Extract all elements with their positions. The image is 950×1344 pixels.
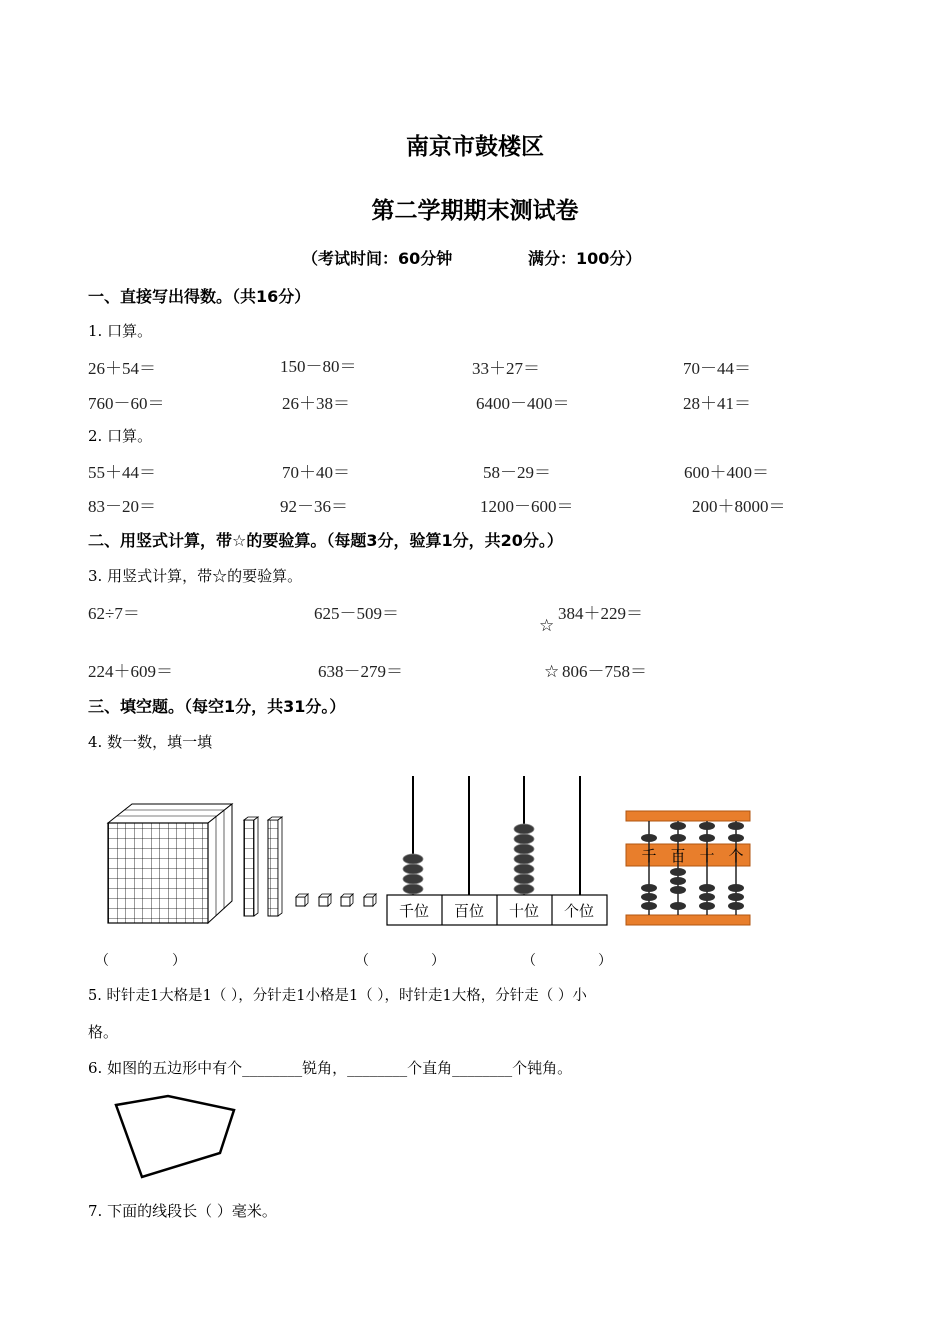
q1-expr: 26＋38＝ — [282, 394, 350, 413]
star-mark: ☆ — [539, 616, 555, 636]
question-7: 7. 下面的线段长（ ）毫米。 — [88, 1202, 277, 1220]
section-1-heading: 一、直接写出得数。（共16分） — [88, 287, 311, 306]
q2-expr: 92－36＝ — [280, 497, 348, 516]
counting-frame — [626, 811, 750, 925]
q2-expr: 70＋40＝ — [282, 463, 350, 482]
q3-expr: 625－509＝ — [314, 604, 399, 623]
title-line-1: 南京市鼓楼区 — [406, 134, 544, 160]
answer-bracket: （ — [355, 953, 369, 969]
section-2-heading: 二、用竖式计算，带☆的要验算。（每题3分，验算1分，共20分。） — [88, 531, 563, 550]
answer-bracket: ） — [598, 953, 612, 969]
q1-expr: 6400－400＝ — [476, 394, 570, 413]
section-3-heading: 三、填空题。（每空1分，共31分。） — [88, 697, 346, 716]
frame-label: 百 — [670, 847, 686, 865]
q3-expr: 806－758＝ — [562, 662, 647, 681]
q1-expr: 70－44＝ — [683, 359, 751, 378]
abacus-label: 个位 — [563, 902, 595, 920]
place-value-abacus — [387, 776, 607, 925]
q2-expr: 55＋44＝ — [88, 463, 156, 482]
q1-expr: 150－80＝ — [280, 357, 357, 376]
q1-expr: 33＋27＝ — [472, 359, 540, 378]
q3-expr: 638－279＝ — [318, 662, 403, 681]
ten-rod — [244, 817, 258, 916]
q2-expr: 200＋8000＝ — [692, 497, 786, 516]
ten-rod — [268, 817, 282, 916]
frame-label: 千 — [641, 847, 657, 865]
star-mark: ☆ — [544, 662, 560, 682]
q2-expr: 83－20＝ — [88, 497, 156, 516]
q1-expr: 26＋54＝ — [88, 359, 156, 378]
q2-expr: 58－29＝ — [483, 463, 551, 482]
q3-expr: 224＋609＝ — [88, 662, 173, 681]
frame-label: 十 — [699, 847, 715, 865]
question-2-label: 2. 口算。 — [88, 427, 153, 445]
question-6: 6. 如图的五边形中有个________锐角，________个直角________个钝角。 — [88, 1059, 573, 1077]
question-5-line-2: 格。 — [88, 1023, 119, 1041]
unit-cube — [296, 894, 308, 906]
pentagon-figure — [108, 1090, 243, 1180]
question-3-label: 3. 用竖式计算，带☆的要验算。 — [88, 567, 303, 585]
q1-expr: 760－60＝ — [88, 394, 165, 413]
unit-cube — [341, 894, 353, 906]
answer-bracket: （ — [522, 953, 536, 969]
exam-time: （考试时间：60分钟 — [302, 249, 453, 268]
answer-bracket: （ — [95, 953, 109, 969]
q2-expr: 1200－600＝ — [480, 497, 574, 516]
title-line-2: 第二学期期末测试卷 — [371, 198, 579, 224]
question-4-label: 4. 数一数，填一填 — [88, 733, 213, 751]
unit-cube — [364, 894, 376, 906]
question-1-label: 1. 口算。 — [88, 322, 153, 340]
answer-bracket: ） — [172, 953, 186, 969]
thousand-cube — [108, 804, 232, 923]
full-score: 满分：100分） — [528, 249, 642, 268]
q2-expr: 600＋400＝ — [684, 463, 769, 482]
abacus-label: 十位 — [508, 902, 540, 920]
answer-bracket: ） — [431, 953, 445, 969]
q1-expr: 28＋41＝ — [683, 394, 751, 413]
unit-cube — [319, 894, 331, 906]
frame-label: 个 — [728, 847, 744, 865]
question-5-line-1: 5. 时针走1大格是1（ ），分针走1小格是1（ ），时针走1大格，分针走（ ）小 — [88, 988, 587, 1004]
q4-figure — [100, 768, 760, 933]
q3-expr: 384＋229＝ — [558, 604, 643, 623]
abacus-label: 百位 — [453, 902, 485, 920]
abacus-label: 千位 — [398, 902, 430, 920]
q3-expr: 62÷7＝ — [88, 604, 140, 623]
